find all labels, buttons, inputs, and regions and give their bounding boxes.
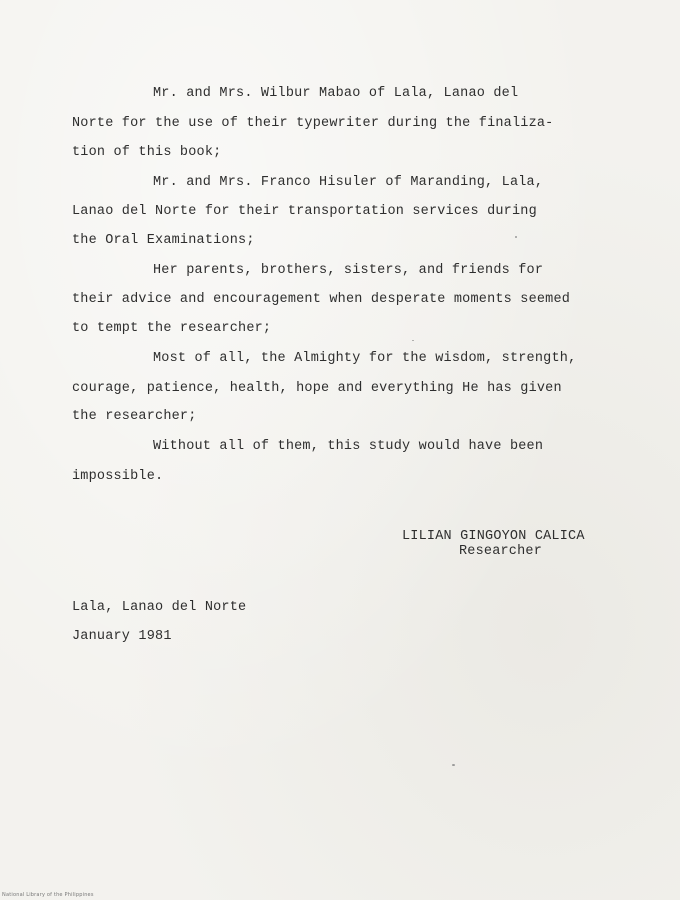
paragraph-4-line-3: the researcher; (72, 409, 197, 424)
paragraph-1-line-2: Norte for the use of their typewriter during the finaliza- (72, 116, 554, 131)
signature-title: Researcher (459, 544, 543, 559)
paragraph-3-line-3: to tempt the researcher; (72, 321, 272, 336)
paragraph-5-line-2: impossible. (72, 469, 164, 484)
ink-speck (515, 236, 517, 238)
archive-footer: National Library of the Philippines (2, 892, 94, 898)
paragraph-1-line-3: tion of this book; (72, 145, 222, 160)
paragraph-4-line-2: courage, patience, health, hope and everything He has given (72, 381, 562, 396)
paragraph-4-line-1: Most of all, the Almighty for the wisdom, strength, (153, 351, 577, 366)
paragraph-1-line-1: Mr. and Mrs. Wilbur Mabao of Lala, Lanao del (153, 86, 519, 101)
signature-name: LILIAN GINGOYON CALICA (402, 529, 585, 544)
ink-speck (452, 764, 455, 766)
ink-speck (412, 340, 414, 341)
paragraph-2-line-2: Lanao del Norte for their transportation services during (72, 204, 537, 219)
paragraph-5-line-1: Without all of them, this study would have been (153, 439, 544, 454)
paragraph-2-line-3: the Oral Examinations; (72, 233, 255, 248)
place-line: Lala, Lanao del Norte (72, 600, 247, 615)
paragraph-2-line-1: Mr. and Mrs. Franco Hisuler of Maranding, Lala, (153, 175, 544, 190)
paragraph-3-line-2: their advice and encouragement when desperate moments seemed (72, 292, 571, 307)
paragraph-3-line-1: Her parents, brothers, sisters, and friends for (153, 263, 544, 278)
date-line: January 1981 (72, 629, 172, 644)
